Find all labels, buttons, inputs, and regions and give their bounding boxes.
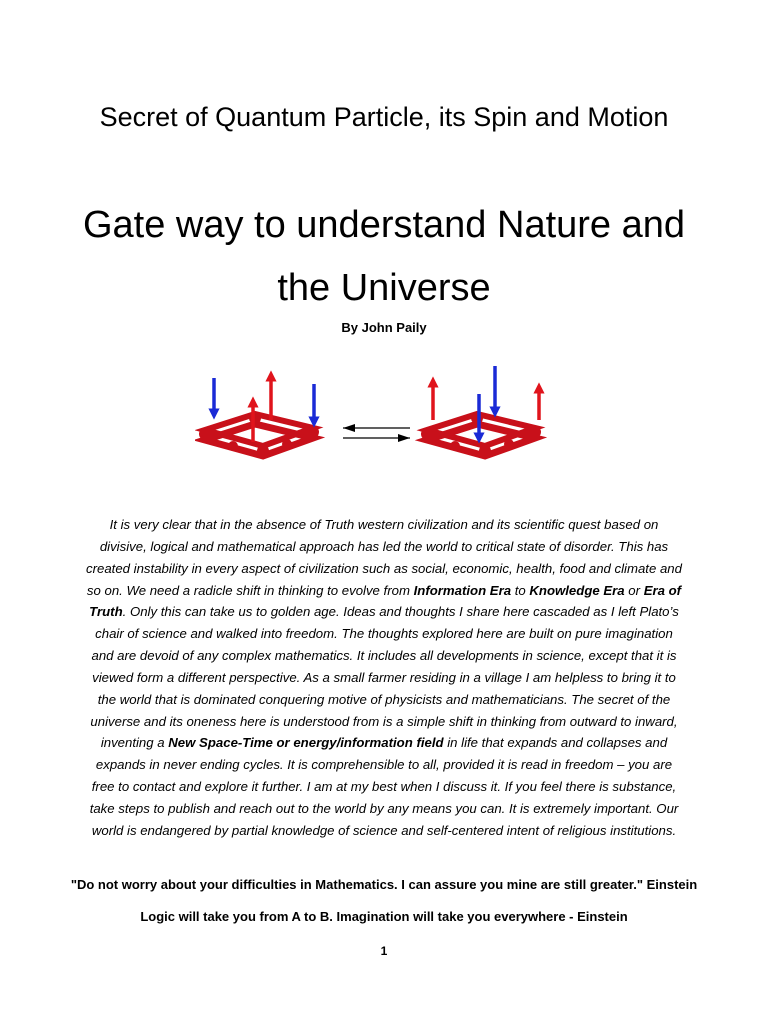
emphasis-knowledge-era: Knowledge Era — [529, 582, 625, 598]
body-text-segment: in life that expands and collapses and expands in never ending cycles. It is comprehensible to all, provided it is read in freedom – you are free to contact and explore it further. I am at my best when I discuss it. If you feel there is substance, take steps to publish and reach out to the world by any means you can. It is extremely important. Our world is endangered by partial knowledge of science and self-centered intent of religious institutions. — [89, 735, 679, 838]
body-text-segment: It is very clear that in the absence of Truth western civilization and its scientific quest based on divisive, logical and mathematical approach has led the world to critical state of disorder. This has created instability in every aspect of civilization such as social, economic, health, food and climate and so on. We need a radicle shift in thinking to evolve from — [86, 517, 682, 598]
document-subtitle: Secret of Quantum Particle, its Spin and Motion — [99, 102, 669, 132]
document-title: Gate way to understand Nature and the Universe — [82, 204, 686, 309]
emphasis-information-era: Information Era — [413, 582, 512, 598]
body-text-segment: to — [511, 582, 530, 598]
page-number: 1 — [380, 944, 388, 958]
body-text-segment: . Only this can take us to golden age. Ideas and thoughts I share here cascaded as I left Plato’s chair of science and walked into freedom. The thoughts explored here are built on pure imagination and are devoid of any complex mathematics. It includes all developments in science, except that it is viewed form a different perspective. As a small farmer residing in a village I am helpless to bring it to the world that is dominated conquering motive of physicists and mathematicians. The secret of the universe and its oneness here is understood from is a simple shift in thinking from outward to inward, inventing a — [90, 604, 679, 751]
exchange-arrows — [343, 424, 410, 442]
left-lattice — [199, 376, 319, 457]
document-author: By John Paily — [341, 320, 427, 335]
body-text-segment: or — [624, 582, 644, 598]
emphasis-era-of-truth: Era of Truth — [89, 582, 682, 620]
emphasis-new-space-time: New Space-Time or energy/information field — [168, 735, 444, 751]
einstein-quote-mathematics: "Do not worry about your difficulties in Mathematics. I can assure you mine are still greater." Einstein — [70, 877, 698, 892]
spin-lattice-figure — [195, 362, 565, 472]
einstein-quote-imagination: Logic will take you from A to B. Imagination will take you everywhere - Einstein — [140, 909, 628, 924]
body-paragraph — [86, 514, 682, 842]
right-lattice — [421, 366, 541, 457]
